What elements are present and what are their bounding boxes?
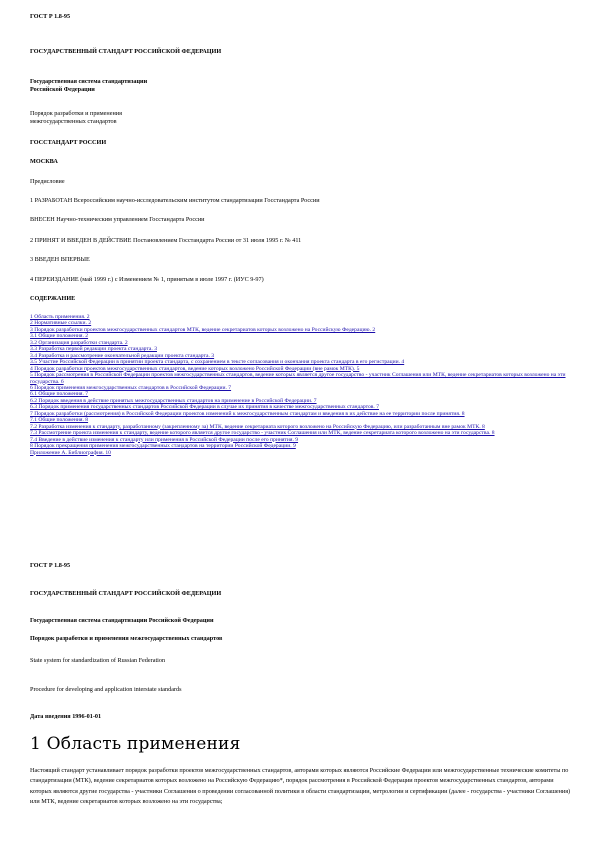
introduction-date: Дата введения 1996-01-01 [30,713,102,720]
table-of-contents [30,314,575,456]
toc-link[interactable]: 7 Порядок разработки (рассмотрения) в Российской Федерации проектов изменений к межгосударственным стандартам и введения в их действие на ее территории после принятия. 8 [30,410,465,417]
preface-heading: Предисловие [30,178,65,185]
toc-link[interactable]: 3.3 Разработка первой редакции проекта стандарта. 3 [30,346,157,353]
toc-link[interactable]: 3.1 Общие положения. 2 [30,333,89,340]
preface-item-1b: ВНЕСЕН Научно-техническим управлением Госстандарта России [30,216,205,223]
toc-link[interactable]: 2 Нормативные ссылки. 2 [30,320,92,327]
toc-link[interactable]: 3 Порядок разработки проектов межгосударственных стандартов МТК, ведение секретариатов которых возложено на Российскую Федерацию. 2 [30,326,376,333]
english-system: State system for standardization of Russian Federation [30,657,166,664]
toc-link[interactable]: 4 Порядок разработки проектов межгосударственных стандартов, ведение которых возложено Российской Федерации (вне рамок МТК). 5 [30,365,360,372]
topic-line-2: межгосударственных стандартов [30,118,117,125]
body-system: Государственная система стандартизации Российской Федерации [30,617,214,624]
preface-item-1: 1 РАЗРАБОТАН Всероссийским научно-исследовательским институтом стандартизации Госстандарта России [30,197,320,204]
toc-link[interactable]: 6.3 Порядок применения государственных стандартов Российской Федерации в случае их принятия в качестве межгосударственных стандартов. 7 [30,404,380,411]
body-doc-code: ГОСТ Р 1.8-95 [30,562,71,569]
toc-link[interactable]: 3.2 Организация разработки стандарта. 2 [30,339,128,346]
system-line-2: Российской Федерации [30,86,95,93]
section-title: 1 Область применения [30,734,241,754]
toc-link[interactable]: 5 Порядок рассмотрения в Российской Федерации проектов межгосударственных стандартов, ведение которых является другое государство - участник Соглашения или МТК, ведение секретариатов которых возложено на эти государства. 6 [30,372,566,385]
toc-link[interactable]: 6.1 Общие положения. 7 [30,391,89,398]
toc-heading: СОДЕРЖАНИЕ [30,295,76,302]
preface-item-3: 3 ВВЕДЕН ВПЕРВЫЕ [30,256,90,263]
preface-item-4: 4 ПЕРЕИЗДАНИЕ (май 1999 г.) с Изменением № 1, принятым в июле 1997 г. (ИУС 9-97) [30,276,264,283]
toc-link[interactable]: 3.5 Участие Российской Федерации в принятии проекта стандарта, с сохранением в тексте согласования и окончания проекта стандарта в его регистрации. 4 [30,359,405,366]
toc-link[interactable]: 7.1 Общие положения. 8 [30,417,89,424]
publisher: ГОССТАНДАРТ РОССИИ [30,139,107,146]
system-line-1: Государственная система стандартизации [30,78,148,85]
body-standard-title: ГОСУДАРСТВЕННЫЙ СТАНДАРТ РОССИЙСКОЙ ФЕДЕРАЦИИ [30,590,222,597]
section-paragraph: Настоящий стандарт устанавливает порядок разработки проектов межгосударственных стандартов, авторами которых являются Российские Федерации или межгосударственные технические комитеты по стандартизации (МТК), ведение секретариатов которых возложено на Российскую Федерацию*, порядок рассмотрения в Российской Федерации проектов межгосударственных стандартов, авторами которых являются другие государства - участники Соглашения о проведении согласованной политики в области стандартизации, метрологии и сертификации (далее - государства - участники Соглашения) или МТК, ведение секретариатов которых возложено на эти государства; [30,767,571,806]
toc-link[interactable]: 6.2 Порядок введения в действие принятых межгосударственных стандартов на применение в Российской Федерации. 7 [30,397,317,404]
preface-item-2: 2 ПРИНЯТ И ВВЕДЕН В ДЕЙСТВИЕ Постановлением Госстандарта России от 31 июля 1995 г. № 411 [30,237,302,244]
toc-link[interactable]: 6 Порядок применения межгосударственных стандартов в Российской Федерации. 7 [30,384,232,391]
toc-link[interactable]: 8 Порядок прекращения применения межгосударственных стандартов на территории Российской Федерации. 9 [30,443,296,450]
english-topic: Procedure for developing and application interstate standards [30,686,182,693]
standard-title: ГОСУДАРСТВЕННЫЙ СТАНДАРТ РОССИЙСКОЙ ФЕДЕРАЦИИ [30,48,222,55]
body-topic: Порядок разработки и применения межгосударственных стандартов [30,635,223,642]
doc-code: ГОСТ Р 1.8-95 [30,13,71,20]
toc-link[interactable]: 7.3 Рассмотрение проекта изменения к стандарту, ведение которого является другое государство - участник Соглашения или МТК, ведение секретариата которого возложено на эти государства. 8 [30,430,495,437]
city: МОСКВА [30,158,58,165]
toc-link[interactable]: 1 Область применения. 2 [30,314,90,320]
toc-link[interactable]: 7.4 Введение в действие изменения к стандарту или применения в Российской Федерации после его принятия. 9 [30,436,299,443]
toc-link[interactable]: 7.2 Разработка изменения к стандарту, разработанному (закрепленному за) МТК, ведение секретариата которого возложено на Российскую Федерацию, или разработанным вне рамок МТК. 8 [30,423,485,430]
toc-link[interactable]: 3.4 Разработка и рассмотрение окончательной редакции проекта стандарта. 3 [30,352,215,359]
topic-line-1: Порядок разработки и применения [30,110,122,117]
toc-link[interactable]: Приложение А. Библиография. 10 [30,449,111,456]
